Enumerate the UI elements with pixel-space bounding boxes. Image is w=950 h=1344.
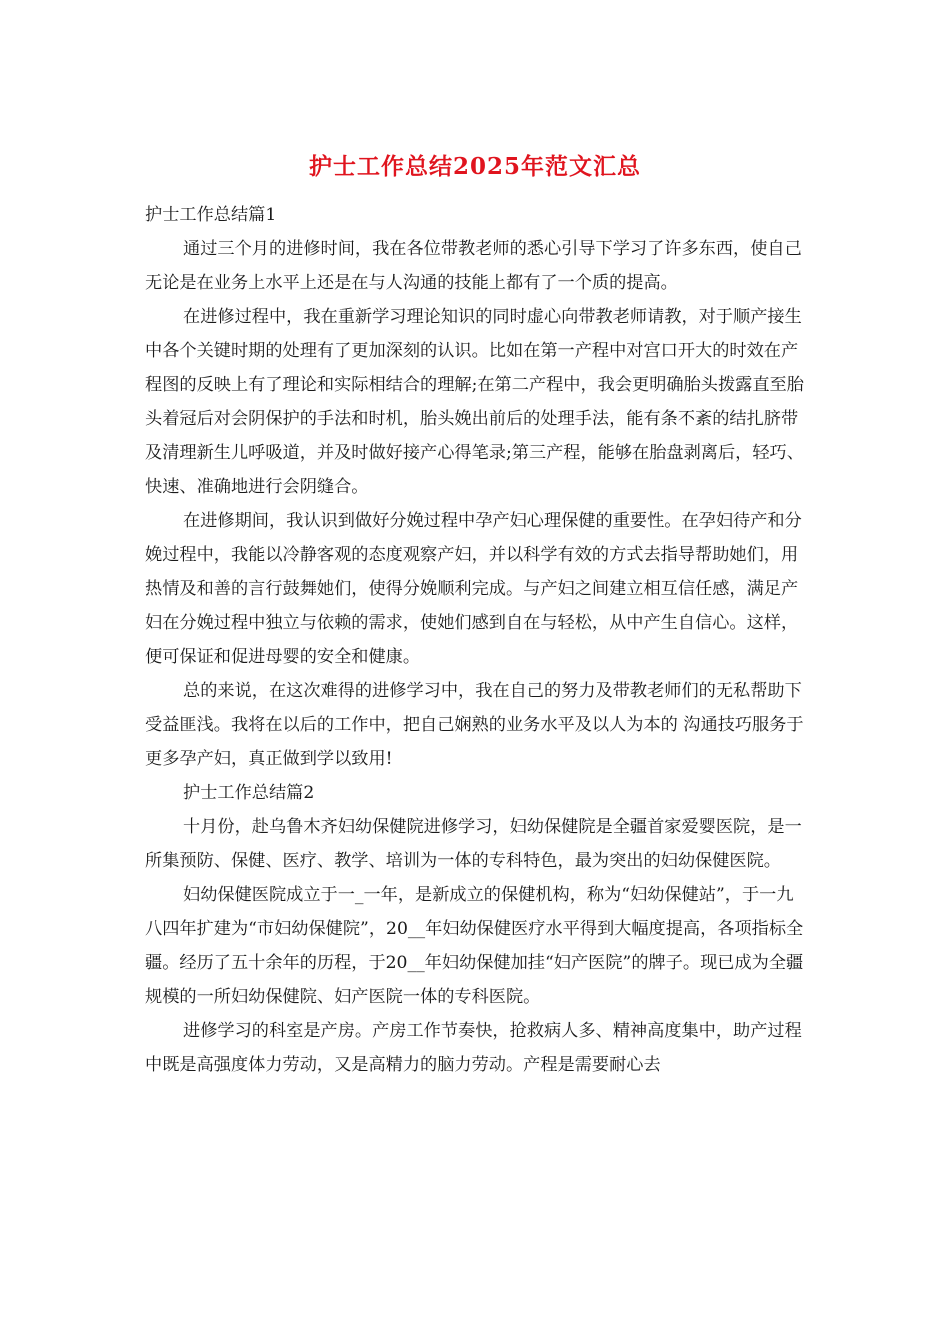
paragraph: 在进修期间，我认识到做好分娩过程中孕产妇心理保健的重要性。在孕妇待产和分娩过程中，我能以冷静客观的态度观察产妇，并以科学有效的方式去指导帮助她们，用热情及和善的言行鼓舞她们，使得分娩顺利完成。与产妇之间建立相互信任感，满足产妇在分娩过程中独立与依赖的需求，使她们感到自在与轻松，从中产生自信心。这样，便可保证和促进母婴的安全和健康。 [145,511,802,667]
paragraph: 在进修过程中，我在重新学习理论知识的同时虚心向带教老师请教，对于顺产接生中各个关键时期的处理有了更加深刻的认识。比如在第一产程中对宫口开大的时效在产程图的反映上有了理论和实际相结合的理解;在第二产程中，我会更明确胎头拨露直至胎头着冠后对会阴保护的手法和时机，胎头娩出前后的处理手法，能有条不紊的结扎脐带及清理新生儿呼吸道，并及时做好接产心得笔录;第三产程，能够在胎盘剥离后，轻巧、快速、准确地进行会阴缝合。 [145,307,804,497]
section-heading: 护士工作总结篇2 [183,783,315,803]
section-heading: 护士工作总结篇1 [145,205,277,225]
paragraph: 进修学习的科室是产房。产房工作节奏快，抢救病人多、精神高度集中，助产过程中既是高强度体力劳动，又是高精力的脑力劳动。产程是需要耐心去 [145,1021,802,1075]
paragraph: 通过三个月的进修时间，我在各位带教老师的悉心引导下学习了许多东西，使自己无论是在业务上水平上还是在与人沟通的技能上都有了一个质的提高。 [145,239,802,293]
document-body [145,198,805,1082]
paragraph: 十月份，赴乌鲁木齐妇幼保健院进修学习，妇幼保健院是全疆首家爱婴医院，是一所集预防、保健、医疗、教学、培训为一体的专科特色，最为突出的妇幼保健医院。 [145,817,802,871]
paragraph: 总的来说，在这次难得的进修学习中，我在自己的努力及带教老师们的无私帮助下受益匪浅。我将在以后的工作中，把自己娴熟的业务水平及以人为本的 沟通技巧服务于更多孕产妇，真正做到学以致用! [145,681,804,769]
document-title: 护士工作总结2025年范文汇总 [308,153,641,180]
paragraph: 妇幼保健医院成立于一_一年，是新成立的保健机构，称为“妇幼保健站”，于一九八四年扩建为“市妇幼保健院”，20__年妇幼保健医疗水平得到大幅度提高，各项指标全疆。经历了五十余年的历程，于20__年妇幼保健加挂“妇产医院”的牌子。现已成为全疆规模的一所妇幼保健院、妇产医院一体的专科医院。 [145,885,804,1007]
